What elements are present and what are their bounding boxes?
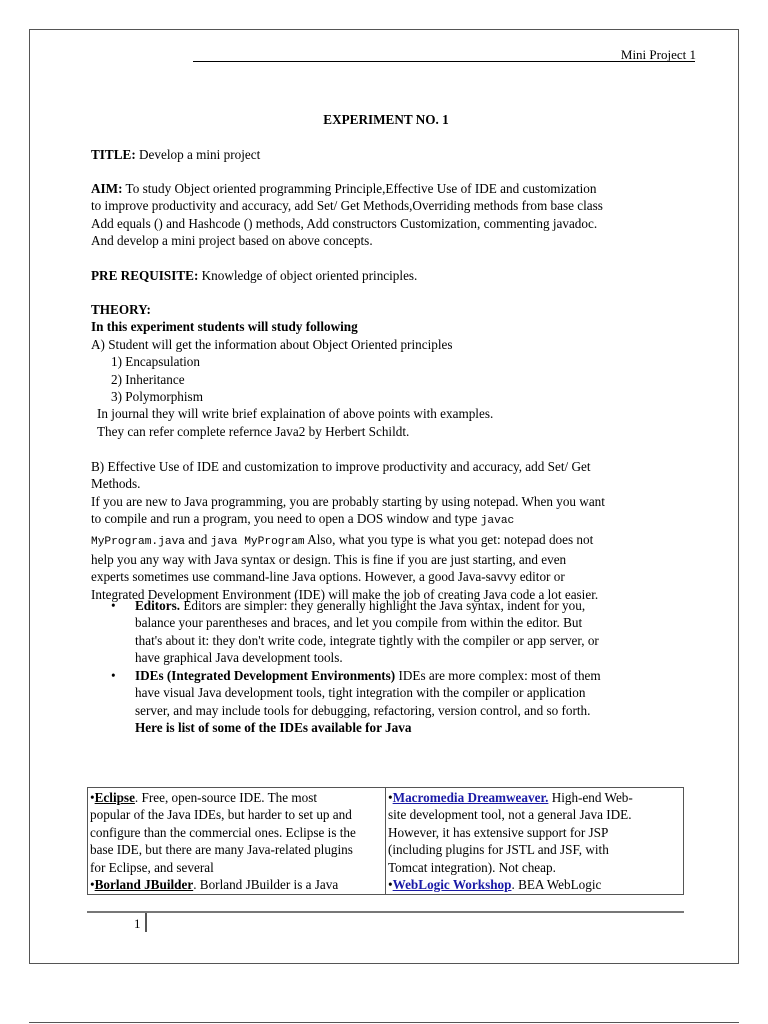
- journal-note: They can refer complete refernce Java2 by Herbert Schildt.: [97, 423, 410, 439]
- journal-note: In journal they will write brief explaination of above points with examples.: [97, 406, 494, 422]
- principle-item: 1) Encapsulation: [111, 354, 200, 370]
- jbuilder-link[interactable]: Borland JBuilder: [94, 877, 194, 893]
- footer-rule: [87, 911, 684, 913]
- experiment-title: EXPERIMENT NO. 1: [323, 112, 449, 127]
- table-row: [88, 788, 684, 895]
- title-line: [91, 146, 681, 163]
- title-text: Develop a mini project: [135, 147, 261, 162]
- weblogic-link[interactable]: WebLogic Workshop: [392, 877, 512, 893]
- bullet-icon: •: [111, 668, 116, 683]
- table-cell-dreamweaver: •Macromedia Dreamweaver. High-end Web- site development tool, not a general Java IDE. However, it has extensive support for JSP (including plugins for JSTL and JSF, with Tomcat integration). Not cheap. •WebLogic Workshop. BEA WebLogic: [386, 788, 684, 895]
- bullet-icon: •: [388, 877, 393, 893]
- bullet-icon: •: [388, 790, 393, 805]
- aim-paragraph: AIM: To study Object oriented programming Principle,Effective Use of IDE and customization to improve productivity and accuracy, add Set/ Get Methods,Overriding methods from base class Add equals () and Hashcode () methods, Add constructors Customization, commenting javadoc. And develop a mini project based on above concepts.: [91, 181, 603, 249]
- title-label: TITLE:: [91, 147, 136, 162]
- principle-item: 3) Polymorphism: [111, 389, 203, 405]
- prerequisite-line: PRE REQUISITE: Knowledge of object oriented principles.: [91, 268, 418, 283]
- header-rule: [193, 61, 695, 62]
- page-number: 1: [134, 916, 141, 931]
- ide-table: [87, 787, 684, 895]
- ide-list-heading: Here is list of some of the IDEs available for Java: [135, 720, 412, 736]
- footer-divider: [145, 913, 147, 932]
- dreamweaver-link[interactable]: Macromedia Dreamweaver.: [392, 790, 549, 805]
- theory-section: [91, 301, 681, 440]
- theory-intro: In this experiment students will study following: [91, 319, 358, 335]
- prereq-label: PRE REQUISITE:: [91, 268, 199, 283]
- running-header: Mini Project 1: [620, 47, 696, 62]
- bullet-ides-label: IDEs (Integrated Development Environments): [135, 668, 396, 683]
- code-java-myprogram: java MyProgram: [210, 535, 305, 548]
- aim-label: AIM:: [91, 181, 123, 196]
- bullet-icon: •: [90, 877, 95, 893]
- bullet-icon: •: [90, 790, 95, 805]
- section-a: A) Student will get the information about Object Oriented principles: [91, 336, 453, 352]
- bullet-icon: •: [111, 598, 116, 613]
- bullet-editors-label: Editors.: [135, 598, 181, 613]
- code-javac: javac: [480, 515, 515, 528]
- code-myprogram-java: MyProgram.java: [91, 535, 185, 548]
- theory-label: THEORY:: [91, 302, 151, 317]
- table-cell-eclipse: •Eclipse. Free, open-source IDE. The most popular of the Java IDEs, but harder to set up and configure than the commercial ones. Eclipse is the base IDE, but there are many Java-related plugins for Eclipse, and several •Borland JBuilder. Borland JBuilder is a Java: [88, 788, 386, 895]
- principle-item: 2) Inheritance: [111, 371, 185, 387]
- bullet-ides: • IDEs (Integrated Development Environments) IDEs are more complex: most of them have visual Java development tools, tight integration with the compiler or application server, and may include tools for debugging, refactoring, version control, and so forth. Here is list of some of the IDEs available for Java: [111, 668, 601, 736]
- bullet-editors: • Editors. Editors are simpler: they generally highlight the Java syntax, indent for you, balance your parentheses and braces, and let you compile from within the editor. But that's about it: they don't write code, integrate tightly with the compiler or app server, or have graphical Java development tools.: [111, 598, 599, 666]
- section-b: B) Effective Use of IDE and customization to improve productivity and accuracy, add Set/ Get Methods. If you are new to Java programming, you are probably starting by using notepad. When you want to compile and run a program, you need to open a DOS window and type javac MyProgram.java and java MyProgram Also, what you type is what you get: notepad does not help you any way with Java syntax or design. This is fine if you are just starting, and even experts sometimes use command-line Java options. However, a good Java-savvy editor or Integrated Development Environment (IDE) will make the job of creating Java code a lot easier.: [91, 459, 605, 602]
- eclipse-link[interactable]: Eclipse: [94, 790, 135, 805]
- next-page-edge: [29, 1022, 739, 1023]
